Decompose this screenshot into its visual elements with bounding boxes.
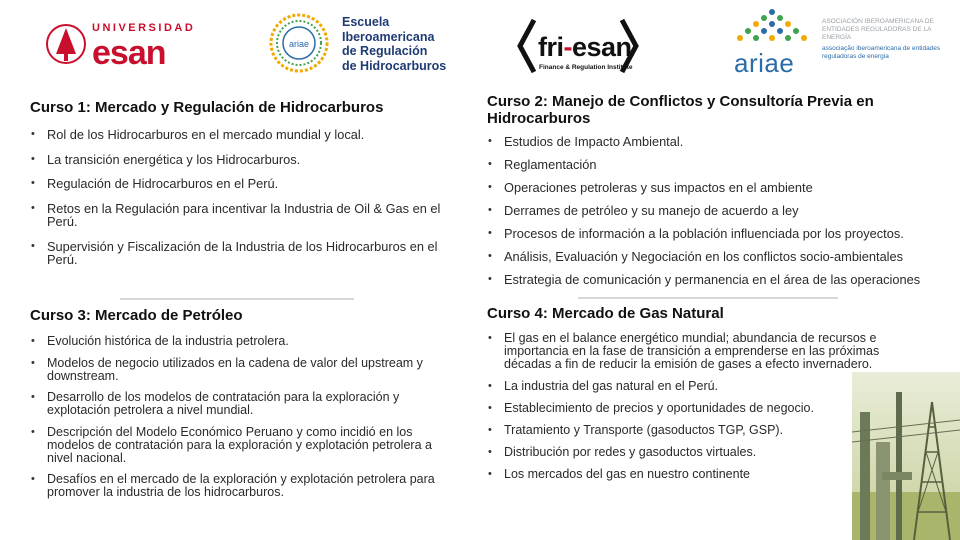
escuela-seal-icon	[268, 12, 330, 74]
escuela-line-1: Escuela	[342, 15, 390, 29]
escuela-logo	[268, 12, 468, 76]
fri-esan-part-b: esan	[572, 32, 632, 62]
list-item: • Desarrollo de los modelos de contratación para la exploración y explotación petrolera a nivel mundial.	[30, 391, 450, 417]
ariae-caption-es: ASOCIACIÓN IBEROAMERICANA DE ENTIDADES REGULADORAS DE LA ENERGÍA	[822, 18, 934, 41]
fri-esan-wordmark	[538, 32, 632, 63]
course-1	[30, 99, 470, 278]
svg-text:ariae: ariae	[288, 39, 310, 49]
list-item: • Reglamentación	[487, 158, 945, 172]
fri-esan-part-a: fri	[538, 32, 564, 62]
ariae-logo	[730, 6, 820, 78]
course-2-title: Curso 2: Manejo de Conflictos y Consultoría Previa en Hidrocarburos	[487, 93, 874, 127]
list-item: • Regulación de Hidrocarburos en el Perú.	[30, 177, 470, 191]
list-item: • Establecimiento de precios y oportunidades de negocio.	[487, 402, 927, 415]
esan-logo-university: UNIVERSIDAD	[92, 22, 196, 34]
course-1-list	[30, 128, 470, 267]
fri-esan-subtitle: Finance & Regulation Institute	[539, 64, 633, 71]
list-item: • Evolución histórica de la industria petrolera.	[30, 335, 450, 348]
list-item: • Tratamiento y Transporte (gasoductos TGP, GSP).	[487, 424, 927, 437]
course-3	[30, 307, 450, 508]
list-item: • Estudios de Impacto Ambiental.	[487, 135, 945, 149]
section-divider	[120, 298, 354, 300]
ariae-dots-icon	[732, 6, 812, 50]
course-2-list	[487, 135, 945, 287]
list-item: • Análisis, Evaluación y Negociación en los conflictos socio-ambientales	[487, 250, 945, 264]
list-item: • Modelos de negocio utilizados en la cadena de valor del upstream y downstream.	[30, 357, 450, 383]
list-item: • Los mercados del gas en nuestro continente	[487, 468, 927, 481]
ariae-caption-pt: associação iberoamericana de entidades reguladoras de energia	[822, 45, 941, 60]
list-item: • La transición energética y los Hidrocarburos.	[30, 153, 470, 167]
list-item: • Desafíos en el mercado de la exploración y explotación petrolera para promover la industria de los hidrocarburos.	[30, 473, 450, 499]
list-item: • Procesos de información a la población influenciada por los proyectos.	[487, 227, 945, 241]
course-2	[487, 93, 945, 300]
escuela-line-4: de Hidrocarburos	[342, 58, 447, 73]
esan-logo	[44, 18, 194, 74]
list-item: • El gas en el balance energético mundial; abundancia de recursos e importancia en la fase de transición a emprenderse en las próximas décadas a fin de reducir la emisión de gases a efecto invernadero.	[487, 332, 927, 371]
ariae-logo-name: ariae	[734, 48, 795, 78]
list-item: • Derrames de petróleo y su manejo de acuerdo a ley	[487, 204, 945, 218]
list-item: • Rol de los Hidrocarburos en el mercado mundial y local.	[30, 128, 470, 142]
list-item: • Retos en la Regulación para incentivar la Industria de Oil & Gas en el Perú.	[30, 202, 470, 229]
course-4-title: Curso 4: Mercado de Gas Natural	[487, 305, 724, 322]
refinery-tower-icon	[852, 372, 960, 540]
list-item: • La industria del gas natural en el Perú.	[487, 380, 927, 393]
list-item: • Operaciones petroleras y sus impactos en el ambiente	[487, 181, 945, 195]
escuela-line-3: de Regulación	[342, 44, 428, 58]
esan-logo-name: esan	[92, 34, 166, 72]
section-divider	[578, 297, 838, 299]
course-3-title: Curso 3: Mercado de Petróleo	[30, 307, 243, 324]
list-item: • Distribución por redes y gasoductos virtuales.	[487, 446, 927, 459]
ariae-logo-caption	[822, 18, 958, 61]
escuela-logo-text	[342, 15, 446, 73]
list-item: • Estrategia de comunicación y permanencia en el área de las operaciones	[487, 273, 945, 287]
course-3-list	[30, 335, 450, 499]
list-item: • Descripción del Modelo Económico Peruano y como incidió en los modelos de contratación para la exploración y explotación petrolera a nivel nacional.	[30, 426, 450, 465]
escuela-line-2: Iberoamericana	[342, 29, 435, 44]
esan-tree-emblem-icon	[46, 20, 86, 70]
list-item: • Supervisión y Fiscalización de la Industria de los Hidrocarburos en el Perú.	[30, 240, 470, 267]
course-1-title: Curso 1: Mercado y Regulación de Hidrocarburos	[30, 99, 384, 116]
industrial-photo	[852, 372, 960, 540]
fri-esan-logo	[512, 14, 642, 76]
fri-esan-dash: -	[563, 32, 572, 62]
